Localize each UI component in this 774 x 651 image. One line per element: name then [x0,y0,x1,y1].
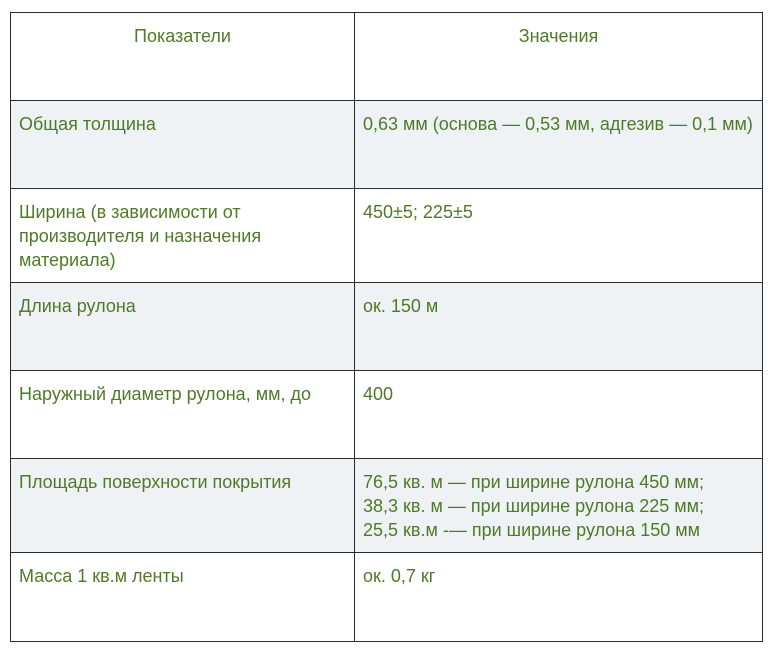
row-value: 76,5 кв. м — при ширине рулона 450 мм; 38,3 кв. м — при ширине рулона 225 мм; 25,5 кв.м -— при ширине рулона 150 мм [355,459,763,553]
table-row [11,189,763,283]
row-value: ок. 0,7 кг [355,553,763,642]
table-row [11,371,763,459]
table-row [11,101,763,189]
table-header-row [11,13,763,101]
header-values: Значения [355,13,763,101]
row-value: ок. 150 м [355,283,763,371]
row-label: Общая толщина [11,101,355,189]
row-label: Длина рулона [11,283,355,371]
table-row [11,283,763,371]
row-label: Наружный диаметр рулона, мм, до [11,371,355,459]
table-row [11,459,763,553]
row-value: 400 [355,371,763,459]
header-indicators: Показатели [11,13,355,101]
row-label: Масса 1 кв.м ленты [11,553,355,642]
specifications-table [10,12,763,642]
row-label: Площадь поверхности покрытия [11,459,355,553]
table-row [11,553,763,642]
row-value: 450±5; 225±5 [355,189,763,283]
row-label: Ширина (в зависимости от производителя и назначения материала) [11,189,355,283]
row-value: 0,63 мм (основа — 0,53 мм, адгезив — 0,1 мм) [355,101,763,189]
